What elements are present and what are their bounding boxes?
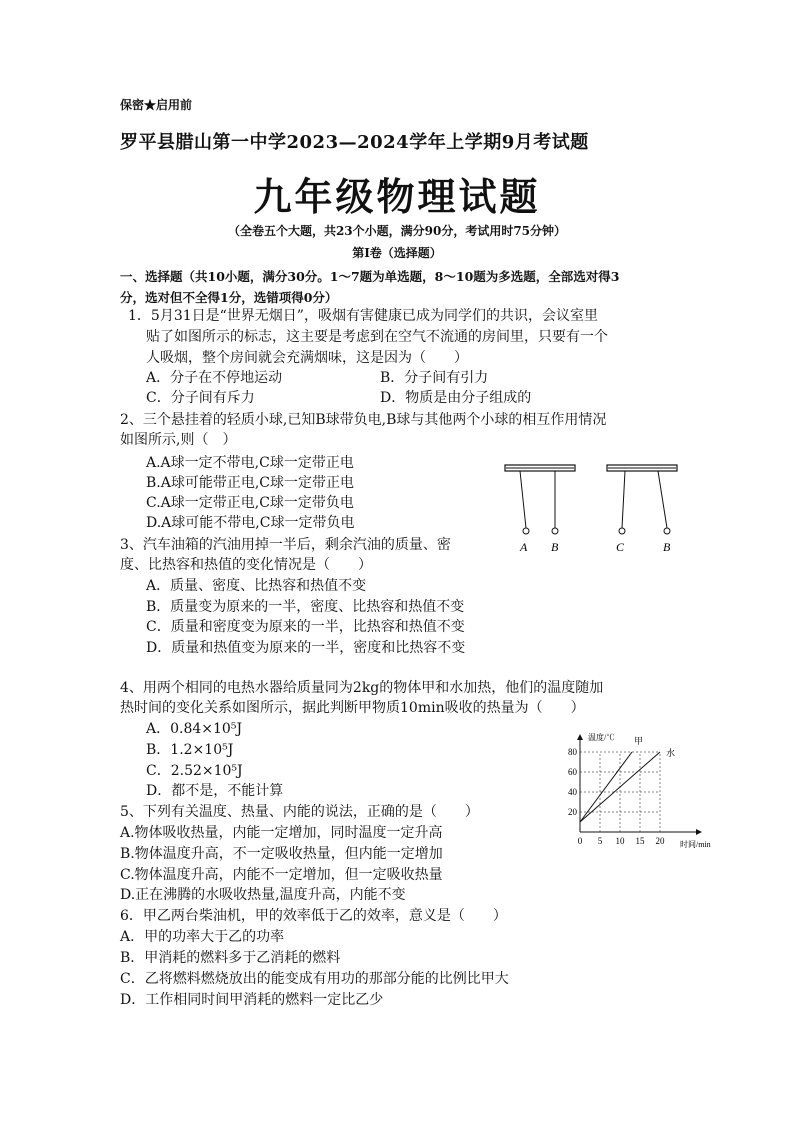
label-b-left: B (551, 540, 559, 554)
q1-option-b: B．分子间有引力 (380, 370, 489, 386)
string-c (622, 471, 625, 528)
q5-option-b: B.物体温度升高，不一定吸收热量，但内能一定增加 (120, 846, 443, 862)
x-axis-label: 时间/min (680, 840, 711, 849)
q4-option-d: D．都不是，不能计算 (146, 783, 284, 799)
page-title: 九年级物理试题 (253, 174, 541, 219)
y-axis-arrow (577, 734, 583, 740)
q4-option-c: C．2.52×10⁵J (146, 763, 243, 779)
q3-option-b: B．质量变为原来的一半，密度、比热容和热值不变 (146, 599, 465, 615)
q2-option-c: C.A球一定带正电,C球一定带负电 (146, 495, 354, 511)
q2-option-b: B.A球可能带正电,C球一定带正电 (146, 475, 355, 491)
q1-line-2: 贴了如图所示的标志，这主要是考虑到在空气不流通的房间里，只要有一个 (146, 329, 608, 345)
q1-option-c: C．分子间有斥力 (146, 390, 255, 406)
q3-option-c: C．质量和密度变为原来的一半，比热容和热值不变 (146, 619, 465, 635)
ball-b-right (664, 528, 670, 534)
ball-a (523, 528, 529, 534)
q3-option-d: D．质量和热值变为原来的一半，密度和比热容不变 (146, 640, 466, 656)
q3-line-1: 3、汽车油箱的汽油用掉一半后，剩余汽油的质量、密 (120, 537, 451, 553)
q2-line-1: 2、三个悬挂着的轻质小球,已知B球带负电,B球与其他两个小球的相互作用情况 (120, 412, 607, 428)
q5-option-a: A.物体吸收热量，内能一定增加，同时温度一定升高 (120, 825, 443, 841)
ball-c (619, 528, 625, 534)
string-b-right (658, 471, 667, 528)
q4-option-b: B．1.2×10⁵J (146, 742, 234, 758)
series-label: 甲 (634, 736, 644, 746)
q6-line-1: 6．甲乙两台柴油机，甲的效率低于乙的效率，意义是（ ） (120, 908, 507, 924)
ball-b-left (552, 528, 558, 534)
label-c: C (616, 540, 625, 554)
section-line-1: 一、选择题（共10小题，满分30分。1～7题为单选题，8～10题为多选题，全部选对得3 (120, 269, 620, 284)
x-tick-label: 20 (655, 836, 665, 846)
q6-option-d: D．工作相同时间甲消耗的燃料一定比乙少 (120, 992, 384, 1008)
x-tick-label: 15 (635, 836, 645, 846)
q1-line-3: 人吸烟，整个房间就会充满烟味，这是因为（ ） (146, 350, 468, 366)
q2-line-2: 如图所示,则（ ） (120, 432, 237, 448)
y-tick-label: 20 (568, 807, 577, 817)
secret-label: 保密★启用前 (120, 98, 193, 112)
q3-option-a: A．质量、密度、比热容和热值不变 (146, 578, 367, 594)
y-tick-label: 60 (568, 767, 577, 777)
x-tick-label: 0 (577, 836, 583, 846)
q5-option-d: D.正在沸腾的水吸收热量,温度升高，内能不变 (120, 887, 406, 903)
section-heading (120, 266, 680, 308)
q4-line-1: 4、用两个相同的电热水器给质量同为2kg的物体甲和水加热，他们的温度随加 (120, 680, 604, 696)
temperature-time-chart (556, 728, 726, 852)
label-a: A (520, 540, 528, 554)
x-axis-arrow (696, 829, 702, 835)
label-b-right: B (663, 540, 671, 554)
q5-option-c: C.物体温度升高，内能不一定增加，但一定吸收热量 (120, 867, 443, 883)
q5-line-1: 5、下列有关温度、热量、内能的说法，正确的是（ ） (120, 804, 479, 820)
series-line-jia (580, 752, 632, 822)
q2-option-a: A.A球一定不带电,C球一定带正电 (146, 455, 354, 471)
q6-option-a: A．甲的功率大于乙的功率 (120, 929, 285, 945)
string-a (520, 471, 526, 528)
q1-option-d: D．物质是由分子组成的 (380, 390, 532, 406)
school-title: 罗平县腊山第一中学2023—2024学年上学期9月考试题 (120, 132, 589, 153)
y-tick-label: 80 (568, 747, 577, 757)
q1-line-1: 1．5月31日是“世界无烟日”，吸烟有害健康已成为同学们的共识，会议室里 (128, 308, 598, 324)
volume-heading: 第Ⅰ卷（选择题） (352, 246, 442, 260)
q1-option-a: A．分子在不停地运动 (146, 370, 283, 386)
q6-option-b: B．甲消耗的燃料多于乙消耗的燃料 (120, 950, 341, 966)
series-label: 水 (666, 748, 676, 758)
section-line-2: 分，选对但不全得1分，选错项得0分） (120, 290, 338, 305)
exam-note: （全卷五个大题，共23个小题，满分90分，考试用时75分钟） (227, 224, 567, 238)
q4-option-a: A．0.84×10⁵J (146, 721, 243, 737)
y-tick-label: 40 (568, 787, 577, 797)
q2-option-d: D.A球可能不带电,C球一定带负电 (146, 515, 355, 531)
q6-option-c: C．乙将燃料燃烧放出的能变成有用功的那部分能的比例比甲大 (120, 971, 509, 987)
y-axis-label: 温度/℃ (588, 733, 615, 742)
x-tick-label: 5 (597, 836, 603, 846)
q4-line-2: 热时间的变化关系如图所示，据此判断甲物质10min吸收的热量为（ ） (120, 700, 585, 716)
q3-line-2: 度、比热容和热值的变化情况是（ ） (120, 557, 372, 573)
suspended-balls-figure (500, 460, 690, 556)
x-tick-label: 10 (615, 836, 625, 846)
